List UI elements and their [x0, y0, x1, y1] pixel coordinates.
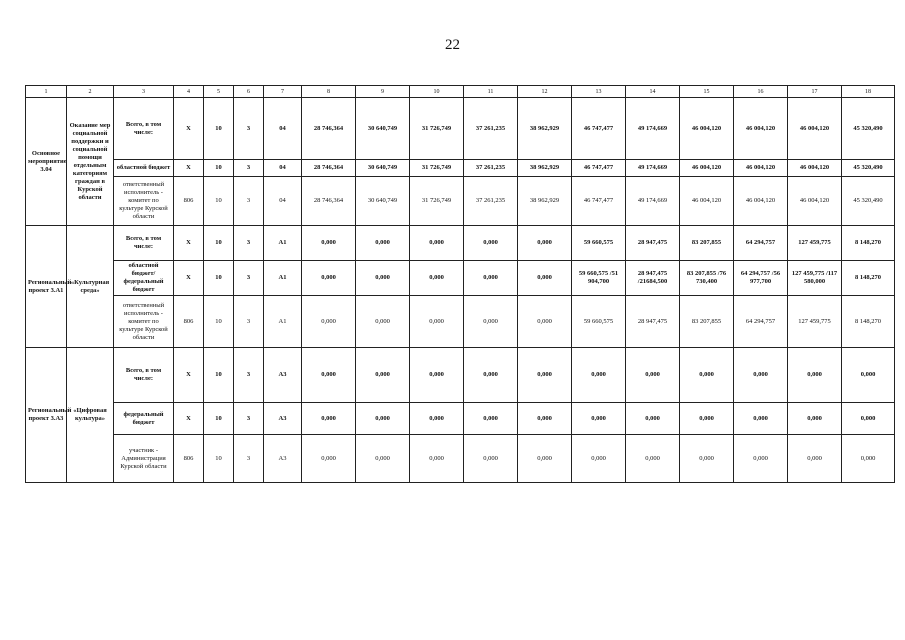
amount-cell: 127 459,775 [788, 226, 842, 261]
table-row [26, 177, 895, 226]
amount-cell: 0,000 [626, 403, 680, 435]
amount-cell: 64 294,757 /56 977,700 [734, 261, 788, 296]
gov-body-code-cell: Х [174, 160, 204, 177]
program-name-cell: Оказание мер социальной поддержки и социальной помощи отдельным категориям граждан в Курской области [67, 98, 114, 226]
table-row [26, 160, 895, 177]
column-number-header: 8 [302, 86, 356, 98]
amount-cell: 127 459,775 [788, 296, 842, 348]
amount-cell: 0,000 [518, 435, 572, 483]
section-code-cell: 10 [204, 296, 234, 348]
amount-cell: 0,000 [356, 403, 410, 435]
amount-cell: 0,000 [410, 435, 464, 483]
amount-cell: 0,000 [302, 348, 356, 403]
amount-cell: 0,000 [626, 348, 680, 403]
amount-cell: 28 746,364 [302, 160, 356, 177]
amount-cell: 0,000 [356, 348, 410, 403]
funding-source-cell: федеральный бюджет [114, 403, 174, 435]
amount-cell: 0,000 [464, 403, 518, 435]
amount-cell: 28 947,475 [626, 226, 680, 261]
subsection-code-cell: 3 [234, 348, 264, 403]
subsection-code-cell: 3 [234, 296, 264, 348]
subsection-code-cell: 3 [234, 98, 264, 160]
amount-cell: 46 004,120 [788, 160, 842, 177]
section-code-cell: 10 [204, 160, 234, 177]
amount-cell: 38 962,929 [518, 160, 572, 177]
amount-cell: 64 294,757 [734, 296, 788, 348]
amount-cell: 0,000 [518, 348, 572, 403]
amount-cell: 49 174,669 [626, 98, 680, 160]
table-row [26, 296, 895, 348]
funding-source-cell: ответственный исполнитель - комитет по культуре Курской области [114, 296, 174, 348]
amount-cell: 38 962,929 [518, 98, 572, 160]
status-cell: Региональный проект 3.А1 [26, 226, 67, 348]
amount-cell: 46 004,120 [734, 98, 788, 160]
section-code-cell: 10 [204, 348, 234, 403]
amount-cell: 46 004,120 [788, 177, 842, 226]
amount-cell: 46 004,120 [680, 177, 734, 226]
column-number-row [26, 86, 895, 98]
amount-cell: 45 320,490 [842, 98, 895, 160]
amount-cell: 0,000 [842, 403, 895, 435]
amount-cell: 64 294,757 [734, 226, 788, 261]
amount-cell: 37 261,235 [464, 98, 518, 160]
amount-cell: 59 660,575 [572, 226, 626, 261]
amount-cell: 37 261,235 [464, 160, 518, 177]
column-number-header: 13 [572, 86, 626, 98]
column-number-header: 10 [410, 86, 464, 98]
amount-cell: 0,000 [356, 296, 410, 348]
column-number-header: 4 [174, 86, 204, 98]
target-code-cell: А1 [264, 296, 302, 348]
amount-cell: 46 747,477 [572, 160, 626, 177]
amount-cell: 0,000 [410, 296, 464, 348]
column-number-header: 7 [264, 86, 302, 98]
amount-cell: 37 261,235 [464, 177, 518, 226]
subsection-code-cell: 3 [234, 403, 264, 435]
amount-cell: 0,000 [464, 435, 518, 483]
amount-cell: 0,000 [302, 261, 356, 296]
amount-cell: 30 640,749 [356, 177, 410, 226]
amount-cell: 46 004,120 [734, 160, 788, 177]
funding-source-cell: участник - Администрация Курской области [114, 435, 174, 483]
funding-source-cell: ответственный исполнитель - комитет по культуре Курской области [114, 177, 174, 226]
amount-cell: 59 660,575 /51 904,700 [572, 261, 626, 296]
amount-cell: 0,000 [302, 435, 356, 483]
amount-cell: 0,000 [842, 348, 895, 403]
amount-cell: 0,000 [518, 296, 572, 348]
amount-cell: 0,000 [410, 348, 464, 403]
funding-source-cell: Всего, в том числе: [114, 226, 174, 261]
target-code-cell: 04 [264, 98, 302, 160]
gov-body-code-cell: Х [174, 261, 204, 296]
amount-cell: 0,000 [572, 435, 626, 483]
amount-cell: 8 148,270 [842, 261, 895, 296]
target-code-cell: 04 [264, 177, 302, 226]
amount-cell: 46 747,477 [572, 98, 626, 160]
subsection-code-cell: 3 [234, 435, 264, 483]
amount-cell: 0,000 [518, 403, 572, 435]
amount-cell: 0,000 [734, 403, 788, 435]
amount-cell: 8 148,270 [842, 226, 895, 261]
target-code-cell: 04 [264, 160, 302, 177]
column-number-header: 5 [204, 86, 234, 98]
column-number-header: 16 [734, 86, 788, 98]
amount-cell: 8 148,270 [842, 296, 895, 348]
subsection-code-cell: 3 [234, 226, 264, 261]
amount-cell: 46 004,120 [788, 98, 842, 160]
status-cell: Основное мероприятие 3.04 [26, 98, 67, 226]
amount-cell: 0,000 [680, 403, 734, 435]
amount-cell: 31 726,749 [410, 177, 464, 226]
page-number: 22 [445, 37, 460, 53]
column-number-header: 15 [680, 86, 734, 98]
amount-cell: 0,000 [464, 296, 518, 348]
column-number-header: 17 [788, 86, 842, 98]
column-number-header: 6 [234, 86, 264, 98]
section-code-cell: 10 [204, 435, 234, 483]
amount-cell: 38 962,929 [518, 177, 572, 226]
amount-cell: 83 207,855 /76 730,400 [680, 261, 734, 296]
amount-cell: 83 207,855 [680, 226, 734, 261]
funding-source-cell: Всего, в том числе: [114, 98, 174, 160]
amount-cell: 0,000 [788, 403, 842, 435]
amount-cell: 0,000 [356, 226, 410, 261]
gov-body-code-cell: Х [174, 226, 204, 261]
amount-cell: 0,000 [410, 226, 464, 261]
program-name-cell: «Культурная среда» [67, 226, 114, 348]
amount-cell: 127 459,775 /117 580,000 [788, 261, 842, 296]
amount-cell: 59 660,575 [572, 296, 626, 348]
amount-cell: 30 640,749 [356, 98, 410, 160]
amount-cell: 0,000 [464, 226, 518, 261]
column-number-header: 1 [26, 86, 67, 98]
section-code-cell: 10 [204, 98, 234, 160]
amount-cell: 0,000 [356, 435, 410, 483]
table-row [26, 435, 895, 483]
amount-cell: 0,000 [626, 435, 680, 483]
amount-cell: 0,000 [464, 348, 518, 403]
amount-cell: 46 747,477 [572, 177, 626, 226]
amount-cell: 0,000 [572, 348, 626, 403]
gov-body-code-cell: Х [174, 98, 204, 160]
amount-cell: 49 174,669 [626, 160, 680, 177]
amount-cell: 0,000 [410, 261, 464, 296]
amount-cell: 0,000 [302, 226, 356, 261]
amount-cell: 30 640,749 [356, 160, 410, 177]
target-code-cell: А1 [264, 226, 302, 261]
funding-source-cell: областной бюджет/ федеральный бюджет [114, 261, 174, 296]
column-number-header: 14 [626, 86, 680, 98]
table-row [26, 261, 895, 296]
amount-cell: 0,000 [356, 261, 410, 296]
amount-cell: 83 207,855 [680, 296, 734, 348]
target-code-cell: А3 [264, 403, 302, 435]
funding-source-cell: областной бюджет [114, 160, 174, 177]
budget-table [25, 85, 895, 483]
table-row [26, 226, 895, 261]
column-number-header: 18 [842, 86, 895, 98]
gov-body-code-cell: Х [174, 348, 204, 403]
amount-cell: 0,000 [680, 348, 734, 403]
amount-cell: 28 947,475 [626, 296, 680, 348]
program-name-cell: «Цифровая культура» [67, 348, 114, 483]
table-row [26, 348, 895, 403]
section-code-cell: 10 [204, 226, 234, 261]
amount-cell: 0,000 [734, 435, 788, 483]
amount-cell: 28 746,364 [302, 98, 356, 160]
column-number-header: 9 [356, 86, 410, 98]
gov-body-code-cell: Х [174, 403, 204, 435]
gov-body-code-cell: 806 [174, 296, 204, 348]
amount-cell: 28 746,364 [302, 177, 356, 226]
amount-cell: 31 726,749 [410, 160, 464, 177]
subsection-code-cell: 3 [234, 177, 264, 226]
column-number-header: 3 [114, 86, 174, 98]
amount-cell: 0,000 [518, 226, 572, 261]
amount-cell: 49 174,669 [626, 177, 680, 226]
amount-cell: 0,000 [302, 403, 356, 435]
table-body [26, 86, 895, 483]
section-code-cell: 10 [204, 403, 234, 435]
target-code-cell: А3 [264, 435, 302, 483]
target-code-cell: А1 [264, 261, 302, 296]
section-code-cell: 10 [204, 177, 234, 226]
subsection-code-cell: 3 [234, 261, 264, 296]
amount-cell: 0,000 [302, 296, 356, 348]
amount-cell: 46 004,120 [680, 98, 734, 160]
amount-cell: 0,000 [518, 261, 572, 296]
subsection-code-cell: 3 [234, 160, 264, 177]
amount-cell: 45 320,490 [842, 177, 895, 226]
amount-cell: 28 947,475 /21684,500 [626, 261, 680, 296]
table-row [26, 403, 895, 435]
gov-body-code-cell: 806 [174, 177, 204, 226]
target-code-cell: А3 [264, 348, 302, 403]
section-code-cell: 10 [204, 261, 234, 296]
funding-source-cell: Всего, в том числе: [114, 348, 174, 403]
amount-cell: 45 320,490 [842, 160, 895, 177]
amount-cell: 31 726,749 [410, 98, 464, 160]
amount-cell: 0,000 [464, 261, 518, 296]
column-number-header: 2 [67, 86, 114, 98]
amount-cell: 46 004,120 [680, 160, 734, 177]
status-cell: Региональный проект 3.А3 [26, 348, 67, 483]
amount-cell: 0,000 [842, 435, 895, 483]
amount-cell: 0,000 [410, 403, 464, 435]
column-number-header: 12 [518, 86, 572, 98]
amount-cell: 0,000 [788, 435, 842, 483]
table-row [26, 98, 895, 160]
amount-cell: 0,000 [734, 348, 788, 403]
amount-cell: 46 004,120 [734, 177, 788, 226]
gov-body-code-cell: 806 [174, 435, 204, 483]
amount-cell: 0,000 [680, 435, 734, 483]
column-number-header: 11 [464, 86, 518, 98]
amount-cell: 0,000 [572, 403, 626, 435]
amount-cell: 0,000 [788, 348, 842, 403]
